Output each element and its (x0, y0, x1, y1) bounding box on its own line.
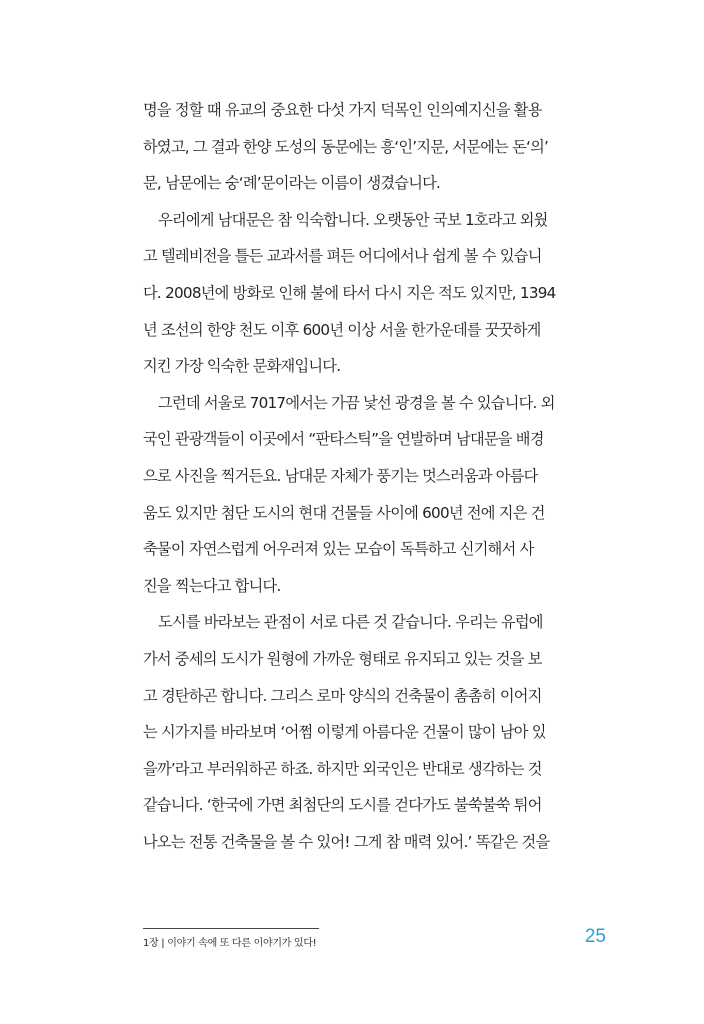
body-line: 하였고, 그 결과 한양 도성의 동문에는 흥‘인’지문, 서문에는 돈‘의’ (143, 137, 549, 156)
body-line: 축물이 자연스럽게 어우러져 있는 모습이 독특하고 신기해서 사 (143, 540, 534, 559)
paragraph-start-line: 도시를 바라보는 관점이 서로 다른 것 같습니다. 우리는 유럽에 (158, 613, 543, 632)
body-line: 다. 2008년에 방화로 인해 불에 타서 다시 지은 적도 있지만, 1394 (143, 283, 556, 302)
paragraph-start-line: 우리에게 남대문은 참 익숙합니다. 오랫동안 국보 1호라고 외웠 (158, 210, 548, 229)
body-line: 문, 남문에는 숭‘례’문이라는 이름이 생겼습니다. (143, 174, 441, 193)
body-line: 가서 중세의 도시가 원형에 가까운 형태로 유지되고 있는 것을 보 (143, 649, 542, 668)
body-line: 진을 찍는다고 합니다. (143, 576, 281, 595)
body-line: 는 시가지를 바라보며 ‘어쩜 이렇게 아름다운 건물이 많이 남아 있 (143, 723, 546, 742)
page-body (143, 92, 623, 860)
body-line: 을까’라고 부러워하곤 하죠. 하지만 외국인은 반대로 생각하는 것 (143, 759, 542, 778)
body-line: 고 텔레비전을 틀든 교과서를 펴든 어디에서나 쉽게 볼 수 있습니 (143, 247, 542, 266)
body-line: 움도 있지만 첨단 도시의 현대 건물들 사이에 600년 전에 지은 건 (143, 503, 545, 522)
page-number: 25 (584, 926, 606, 947)
body-line: 국인 관광객들이 이곳에서 “판타스틱”을 연발하며 남대문을 배경 (143, 430, 544, 449)
paragraph-start-line: 그런데 서울로 7017에서는 가끔 낯선 광경을 볼 수 있습니다. 외 (158, 393, 555, 412)
footer-chapter-title: 1장 | 이야기 속에 또 다른 이야기가 있다! (143, 938, 317, 949)
body-line: 년 조선의 한양 천도 이후 600년 이상 서울 한가운데를 꿋꿋하게 (143, 320, 541, 339)
footer-divider (143, 928, 319, 929)
body-line: 명을 정할 때 유교의 중요한 다섯 가지 덕목인 인의예지신을 활용 (143, 101, 542, 119)
body-line: 지킨 가장 익숙한 문화재입니다. (143, 357, 341, 376)
body-line: 나오는 전통 건축물을 볼 수 있어! 그게 참 매력 있어.’ 똑같은 것을 (143, 832, 550, 851)
body-line: 으로 사진을 찍거든요. 남대문 자체가 풍기는 멋스러움과 아름다 (143, 466, 538, 485)
body-line: 같습니다. ‘한국에 가면 최첨단의 도시를 걷다가도 불쑥불쑥 튀어 (143, 796, 542, 815)
body-line: 고 경탄하곤 합니다. 그리스 로마 양식의 건축물이 촘촘히 이어지 (143, 686, 542, 705)
